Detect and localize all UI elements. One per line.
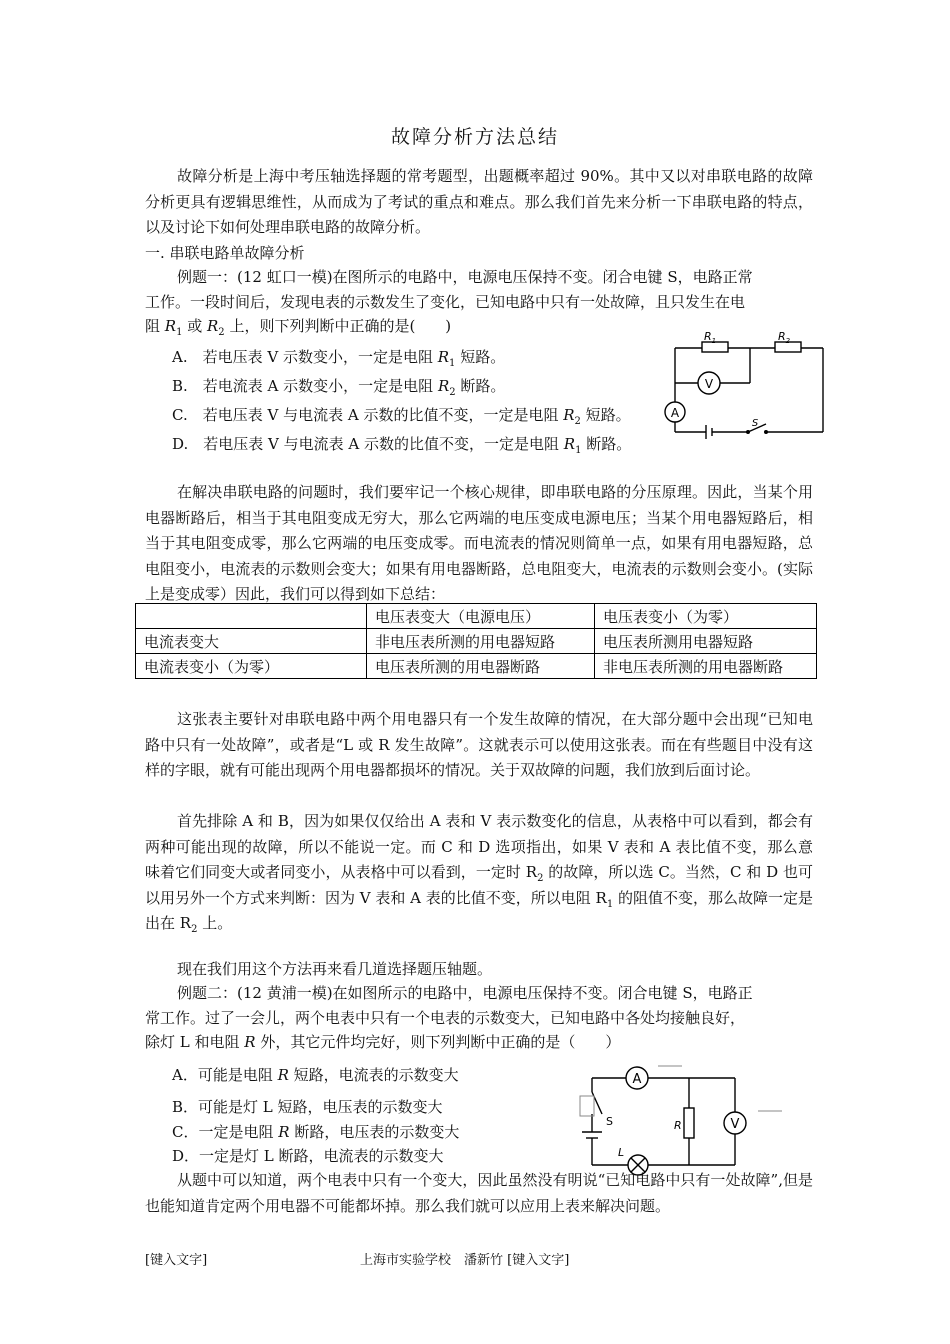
r1-label: $R_1$	[703, 330, 717, 345]
voltmeter-2-label: V	[730, 1117, 740, 1132]
table-cell: 非电压表所测的用电器断路	[595, 654, 817, 679]
circuit-diagram-1	[660, 328, 830, 440]
ex1-line3: 阻 $R_1$ 或 $R_2$ 上，则下列判断中正确的是( )	[145, 317, 452, 338]
ammeter-1-label: A	[670, 406, 680, 420]
table-cell: 电流表变大	[136, 629, 367, 654]
resistor-r-label: R	[674, 1119, 682, 1132]
table-cell	[136, 604, 367, 629]
intro-paragraph: 故障分析是上海中考压轴选择题的常考题型，出题概率超过 90%。其中又以对串联电路的故障分析更具有逻辑思维性，从而成为了考试的重点和难点。那么我们首先来分析一下串联电路的特点，以及讨论下如何处理串联电路的故障分析。	[145, 167, 813, 236]
table-row	[136, 654, 817, 679]
resistor-r	[684, 1108, 694, 1138]
table-cell: 电压表所测的用电器断路	[367, 654, 595, 679]
table-usage-paragraph: 这张表主要针对串联电路中两个用电器只有一个发生故障的情况，在大部分题中会出现“已知电路中只有一处故障”，或者是“L 或 R 发生故障”。这就表示可以使用这张表。而在有些题目中没有这样的字眼，就有可能出现两个用电器都损坏的情况。关于双故障的问题，我们放到后面讨论。	[145, 710, 813, 779]
circuit-diagram-2	[570, 1062, 785, 1180]
table-cell: 电压表变大（电源电压）	[367, 604, 595, 629]
ex1-line1: 例题一：(12 虹口一模)在图所示的电路中，电源电压保持不变。闭合电键 S，电路正常	[177, 268, 753, 286]
ex2-option-b: B．可能是灯 L 短路，电压表的示数变大	[172, 1098, 443, 1116]
section-heading: 一. 串联电路单故障分析	[145, 244, 305, 262]
ex2-option-d: D．一定是灯 L 断路，电流表的示数变大	[172, 1147, 444, 1165]
page-title: 故障分析方法总结	[390, 126, 559, 148]
lamp-l-label: L	[618, 1146, 625, 1159]
voltmeter-1-label: V	[704, 377, 714, 391]
footer-left: [键入文字]	[145, 1253, 208, 1268]
transition-line: 现在我们用这个方法再来看几道选择题压轴题。	[177, 960, 493, 978]
switch-1-label: S	[751, 418, 759, 429]
ex2-line1: 例题二：(12 黄浦一模)在如图所示的电路中，电源电压保持不变。闭合电键 S，电路正	[177, 984, 753, 1002]
ex2-line3: 除灯 L 和电阻 R 外，其它元件均完好，则下列判断中正确的是（ ）	[145, 1033, 621, 1051]
table-cell: 电压表变小（为零）	[595, 604, 817, 629]
ex1-option-c: C. 若电压表 V 与电流表 A 示数的比值不变，一定是电阻 $R_2$ 短路。	[172, 406, 631, 427]
table-row	[136, 629, 817, 654]
table-cell: 非电压表所测的用电器短路	[367, 629, 595, 654]
exclude-paragraph: 首先排除 A 和 B，因为如果仅仅给出 A 表和 V 表示数变化的信息，从表格中可以看到，都会有两种可能出现的故障，所以不能说一定。而 C 和 D 选项指出，如果 V 表和 A 表比值不变，那么意味着它们同变大或者同变小，从表格中可以看到，一定时 $R_2$ 的故障，所以选 C。当然，C 和 D 也可以用另外一个方式来判断：因为 V 表和 A 表的比值不变，所以电阻 $R_1$ 的阻值不变，那么故障一定是出在 $R_2$ 上。	[145, 812, 813, 935]
ex1-option-a: A. 若电压表 V 示数变小，一定是电阻 $R_1$ 短路。	[172, 348, 506, 369]
ex2-option-a: A．可能是电阻 R 短路，电流表的示数变大	[172, 1066, 459, 1084]
final-paragraph: 从题中可以知道，两个电表中只有一个变大，因此虽然没有明说“已知电路中只有一处故障”,但是也能知道肯定两个用电器不可能都坏掉。那么我们就可以应用上表来解决问题。	[145, 1171, 813, 1215]
ex2-line2: 常工作。过了一会儿，两个电表中只有一个电表的示数变大，已知电路中各处均接触良好，	[145, 1009, 746, 1027]
ex1-option-d: D. 若电压表 V 与电流表 A 示数的比值不变，一定是电阻 $R_1$ 断路。	[172, 435, 632, 456]
footer-center: 上海市实验学校 潘新竹 [键入文字]	[360, 1253, 570, 1268]
table-cell: 电流表变小（为零）	[136, 654, 367, 679]
ammeter-2-label: A	[632, 1072, 642, 1087]
summary-table	[135, 603, 817, 679]
ex2-option-c: C．一定是电阻 R 断路，电压表的示数变大	[172, 1123, 460, 1141]
table-header-row	[136, 604, 817, 629]
table-cell: 电压表所测用电器短路	[595, 629, 817, 654]
switch-2-label: S	[606, 1115, 613, 1128]
r2-label: $R_2$	[777, 330, 791, 345]
ex1-line2: 工作。一段时间后，发现电表的示数发生了变化，已知电路中只有一处故障，且只发生在电	[145, 293, 746, 311]
analysis-paragraph: 在解决串联电路的问题时，我们要牢记一个核心规律，即串联电路的分压原理。因此，当某个用电器断路后，相当于其电阻变成无穷大，那么它两端的电压变成电源电压；当某个用电器短路后，相当于其电阻变成零，那么它两端的电压变成零。而电流表的情况则简单一点，如果有用电器短路，总电阻变小，电流表的示数则会变大；如果有用电器断路，总电阻变大，电流表的示数则会变小。(实际上是变成零）因此，我们可以得到如下总结：	[145, 483, 813, 603]
ex1-option-b: B. 若电流表 A 示数变小，一定是电阻 $R_2$ 断路。	[172, 377, 506, 398]
